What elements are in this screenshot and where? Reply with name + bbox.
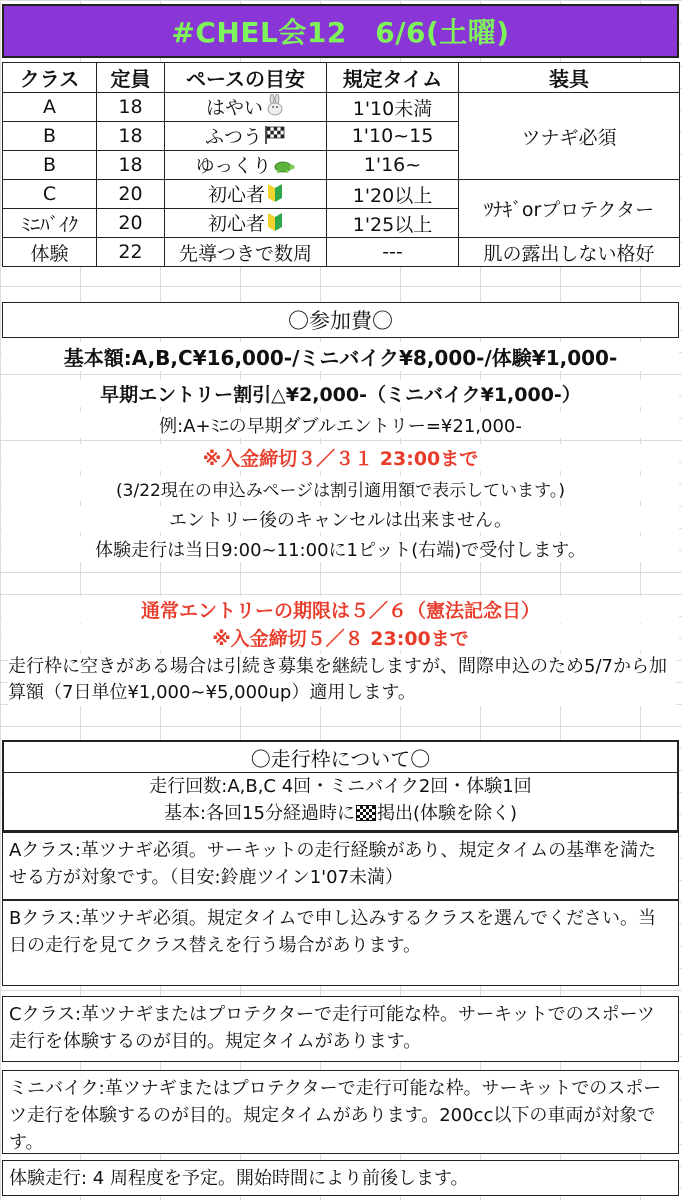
b-class-box <box>2 900 679 986</box>
trial-desc: 体験走行: 4 周程度を予定。開始時間により前後します。 <box>9 1168 469 1189</box>
c-class-box <box>2 996 679 1062</box>
table-header-row <box>3 63 680 93</box>
header-pace: ペースの目安 <box>165 63 327 93</box>
beginner-mark-icon <box>267 212 283 237</box>
a-class-desc: Aクラス:革ツナギ必須。サーキットの走行経験があり、規定タイムの基準を満たせる方が対象です。（目安:鈴鹿ツイン1'07未満） <box>9 840 657 888</box>
early-discount: 早期エントリー割引△¥2,000-（ミニバイク¥1,000-） <box>2 380 679 407</box>
cell-time: 1'10~15 <box>327 122 459 151</box>
cell-time: 1'20以上 <box>327 180 459 209</box>
header-time: 規定タイム <box>327 63 459 93</box>
cell-class: ﾐﾆﾊﾞｲｸ <box>3 209 97 238</box>
cell-capacity: 18 <box>97 93 165 122</box>
b-class-desc: Bクラス:革ツナギ必須。規定タイムで申し込みするクラスを選んでください。当日の走行を見てクラス替えを行う場合があります。 <box>9 908 656 956</box>
checkered-flag-icon <box>264 125 286 150</box>
cell-pace <box>165 151 327 180</box>
cell-class: B <box>3 122 97 151</box>
pace-label: ふつう <box>204 126 262 148</box>
event-title: #CHEL会12 6/6(土曜) <box>2 4 679 58</box>
fees-heading: 〇参加費〇 <box>2 302 679 338</box>
cell-class: 体験 <box>3 238 97 267</box>
table-row <box>3 180 680 209</box>
cell-class: A <box>3 93 97 122</box>
rabbit-icon <box>265 94 285 121</box>
sessions-heading: 〇走行枠について〇 <box>4 742 677 773</box>
cell-capacity: 22 <box>97 238 165 267</box>
pace-label: 初心者 <box>207 213 265 235</box>
minibike-class-desc: ミニバイク:革ツナギまたはプロテクターで走行可能な枠。サーキットでのスポーツ走行を体験するのが目的。規定タイムがあります。200cc以下の車両が対象です。 <box>9 1078 662 1153</box>
pace-label: ゆっくり <box>195 155 272 177</box>
cell-time: 1'25以上 <box>327 209 459 238</box>
cell-time: --- <box>327 238 459 267</box>
cell-capacity: 20 <box>97 180 165 209</box>
minibike-class-box <box>2 1070 679 1154</box>
price-note: (3/22現在の申込みページは割引適用額で表示しています。) <box>2 476 679 501</box>
cell-pace <box>165 209 327 238</box>
cell-gear-clothing: 肌の露出しない格好 <box>459 238 680 267</box>
cell-capacity: 20 <box>97 209 165 238</box>
session-summary-box <box>2 740 679 832</box>
pace-label: 初心者 <box>207 184 265 206</box>
cell-capacity: 18 <box>97 122 165 151</box>
double-entry-example: 例:A+ﾐﾆの早期ダブルエントリー=¥21,000- <box>2 412 679 438</box>
turtle-icon <box>273 157 295 179</box>
header-class: クラス <box>3 63 97 93</box>
normal-entry-deadline: 通常エントリーの期限は５／６（憲法記念日） <box>2 596 679 623</box>
session-count: 走行回数:A,B,C 4回・ミニバイク2回・体験1回 <box>149 776 532 797</box>
table-row <box>3 93 680 122</box>
beginner-mark-icon <box>267 183 283 208</box>
a-class-box <box>2 832 679 900</box>
cell-capacity: 18 <box>97 151 165 180</box>
trial-box <box>2 1160 679 1196</box>
c-class-desc: Cクラス:革ツナギまたはプロテクターで走行可能な枠。サーキットでのスポーツ走行を体験するのが目的。規定タイムがあります。 <box>9 1004 655 1052</box>
cell-pace <box>165 180 327 209</box>
cell-gear-protector: ﾂﾅｷﾞorプロテクター <box>459 180 680 238</box>
cell-pace <box>165 122 327 151</box>
header-capacity: 定員 <box>97 63 165 93</box>
session-basic-suffix: 掲出(体験を除く) <box>376 803 517 824</box>
table-row <box>3 238 680 267</box>
class-table <box>2 62 680 267</box>
checkered-flag-icon <box>356 805 376 821</box>
cell-pace: 先導つきで数周 <box>165 238 327 267</box>
session-basic-prefix: 基本:各回15分経過時に <box>163 803 355 824</box>
trial-reception-note: 体験走行は当日9:00~11:00に1ピット(右端)で受付します。 <box>2 536 679 562</box>
session-basic <box>4 801 677 827</box>
cancel-note: エントリー後のキャンセルは出来ません。 <box>2 506 679 532</box>
cell-class: C <box>3 180 97 209</box>
payment-deadline-2: ※入金締切５／８ 23:00まで <box>2 624 679 651</box>
cell-pace <box>165 93 327 122</box>
cell-gear-leather: ツナギ必須 <box>459 93 680 180</box>
header-gear: 装具 <box>459 63 680 93</box>
cell-class: B <box>3 151 97 180</box>
base-fee: 基本額:A,B,C¥16,000-/ミニバイク¥8,000-/体験¥1,000- <box>2 342 679 371</box>
late-entry-note: 走行枠に空きがある場合は引続き募集を継続しますが、間際申込のため5/7から加算額（7日単位¥1,000~¥5,000up）適用します。 <box>8 654 676 706</box>
cell-time: 1'16~ <box>327 151 459 180</box>
payment-deadline-1: ※入金締切３／３１ 23:00まで <box>2 444 679 471</box>
pace-label: はやい <box>205 97 263 119</box>
cell-time: 1'10未満 <box>327 93 459 122</box>
